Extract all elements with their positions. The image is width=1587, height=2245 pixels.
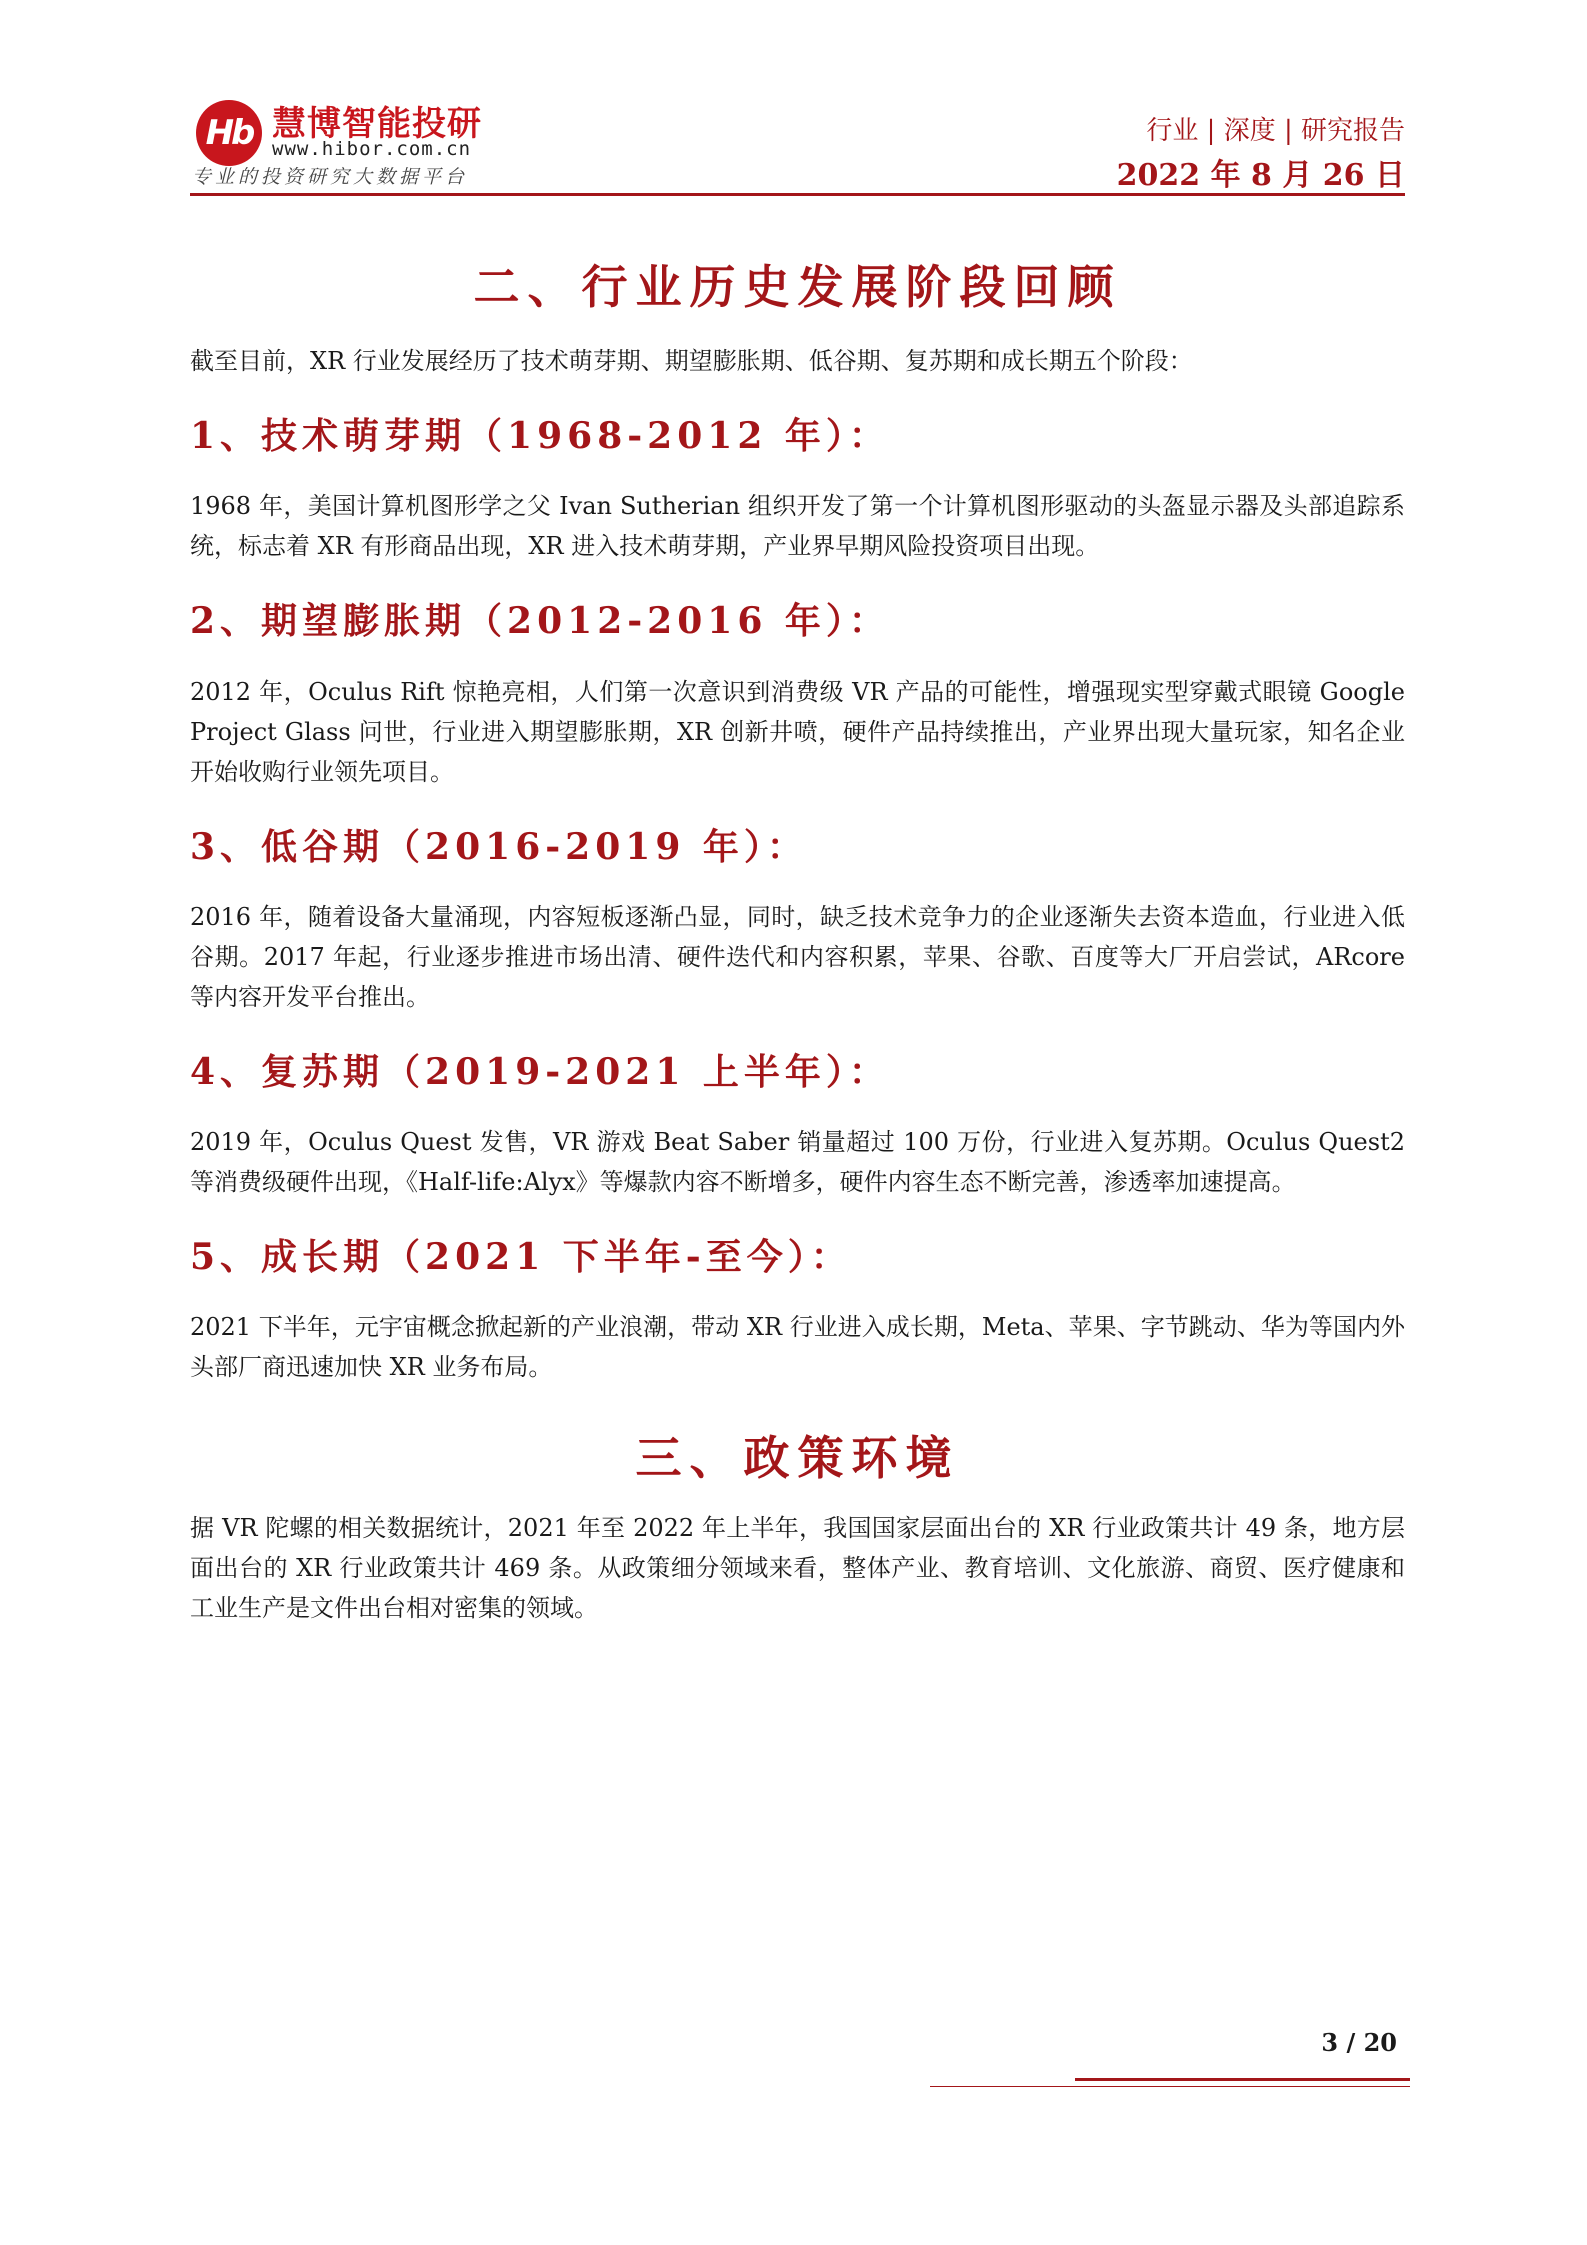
subsection-body-5: 2021 下半年，元宇宙概念掀起新的产业浪潮，带动 XR 行业进入成长期，Meta、苹果、字节跳动、华为等国内外头部厂商迅速加快 XR 业务布局。 (190, 1313, 1405, 1382)
subsection-body-2: 2012 年，Oculus Rift 惊艳亮相，人们第一次意识到消费级 VR 产品的可能性，增强现实型穿戴式眼镜 Google Project Glass 问世，行业进入期望膨胀期，XR 创新井喷，硬件产品持续推出，产业界出现大量玩家，知名企业开始收购行业领先项目。 (190, 677, 1405, 786)
page-content (190, 260, 1405, 1628)
section-title-history: 二、行业历史发展阶段回顾 (473, 260, 1122, 314)
subsection-body-4: 2019 年，Oculus Quest 发售，VR 游戏 Beat Saber 销量超过 100 万份，行业进入复苏期。Oculus Quest2 等消费级硬件出现，《Half-life:Alyx》等爆款内容不断增多，硬件内容生态不断完善，渗透率加速提高。 (190, 1127, 1405, 1196)
page-header (190, 92, 1405, 200)
brand-url: www.hibor.com.cn (272, 138, 472, 160)
section-title-policy: 三、政策环境 (635, 1431, 960, 1486)
footer-divider-thin (930, 2086, 1410, 2087)
subsection-title-3: 3、低谷期（2016-2019 年）： (190, 825, 808, 868)
header-divider (190, 193, 1405, 196)
report-date: 2022 年 8 月 26 日 (1116, 158, 1405, 193)
brand-name: 慧博智能投研 (272, 104, 482, 144)
report-type: 行业 | 深度 | 研究报告 (1146, 116, 1405, 146)
subsection-title-5: 5、成长期（2021 下半年-至今）： (190, 1235, 852, 1278)
subsection-title-1: 1、技术萌芽期（1968-2012 年）： (190, 415, 890, 458)
section-intro-history: 截至目前，XR 行业发展经历了技术萌芽期、期望膨胀期、低谷期、复苏期和成长期五个阶段： (190, 347, 1193, 376)
section-intro-policy: 据 VR 陀螺的相关数据统计，2021 年至 2022 年上半年，我国国家层面出台的 XR 行业政策共计 49 条，地方层面出台的 XR 行业政策共计 469 条。从政策细分领域来看，整体产业、教育培训、文化旅游、商贸、医疗健康和工业生产是文件出台相对密集的领域。 (190, 1514, 1405, 1623)
subsection-title-2: 2、期望膨胀期（2012-2016 年）： (190, 600, 890, 643)
page-number: 3 / 20 (1321, 2028, 1397, 2057)
footer-divider-thick (1075, 2078, 1410, 2081)
subsection-body-3: 2016 年，随着设备大量涌现，内容短板逐渐凸显，同时，缺乏技术竞争力的企业逐渐失去资本造血，行业进入低谷期。2017 年起，行业逐步推进市场出清、硬件迭代和内容积累，苹果、谷歌、百度等大厂开启尝试，ARcore 等内容开发平台推出。 (190, 902, 1405, 1011)
brand-slogan: 专业的投资研究大数据平台 (192, 166, 469, 188)
subsection-body-1: 1968 年，美国计算机图形学之父 Ivan Sutherian 组织开发了第一个计算机图形驱动的头盔显示器及头部追踪系统，标志着 XR 有形商品出现，XR 进入技术萌芽期，产业界早期风险投资项目出现。 (190, 492, 1405, 561)
subsection-title-4: 4、复苏期（2019-2021 上半年）： (190, 1050, 890, 1093)
logo-text: Hb (205, 113, 253, 153)
brand-logo (196, 100, 262, 166)
